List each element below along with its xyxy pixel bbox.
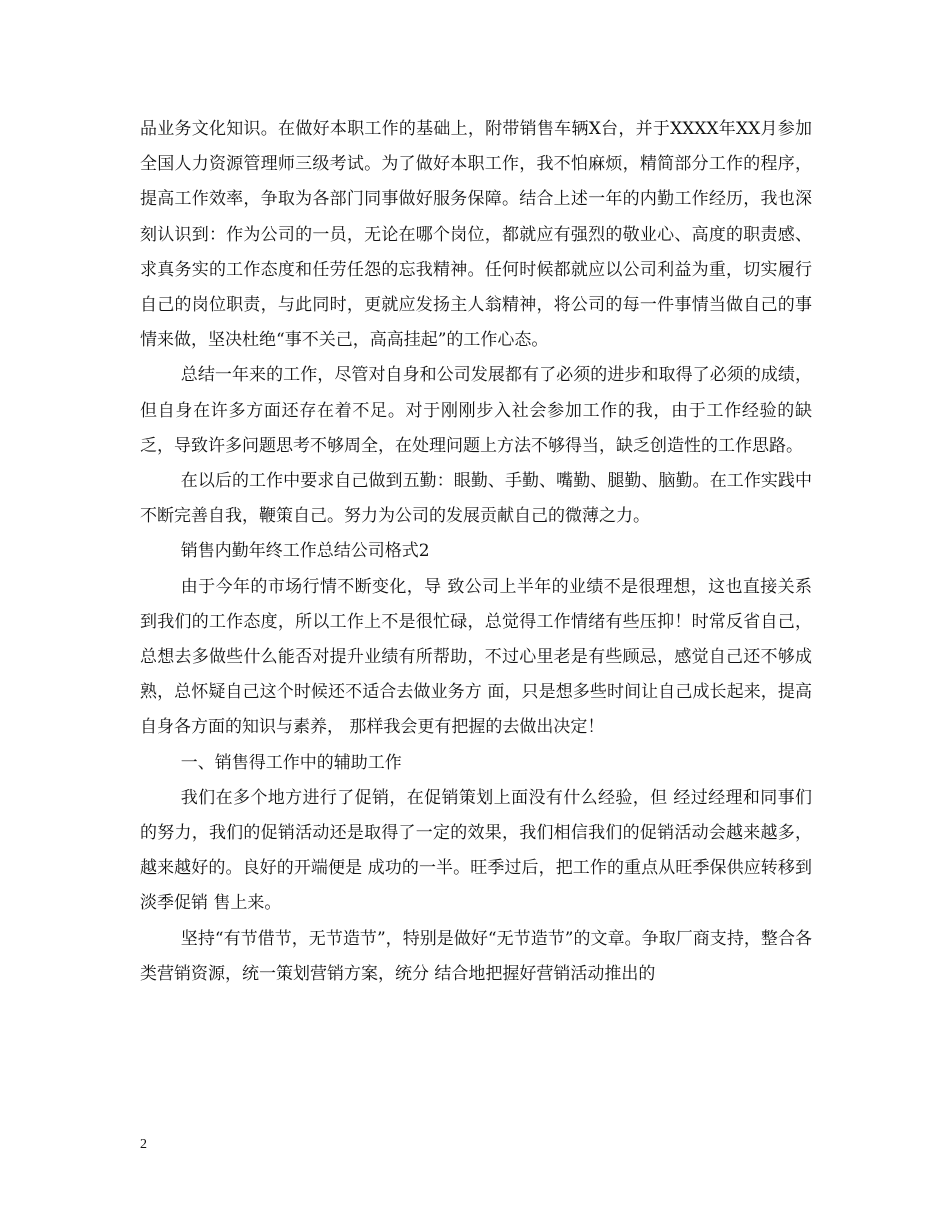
subheading: 一、销售得工作中的辅助工作	[180, 752, 402, 773]
document-body	[140, 112, 812, 992]
section-title: 销售内勤年终工作总结公司格式2	[180, 541, 430, 562]
paragraph-3: 在以后的工作中要求自己做到五勤：眼勤、手勤、嘴勤、腿勤、脑勤。在工作实践中不断完善自我，鞭策自己。努力为公司的发展贡献自己的微薄之力。	[140, 471, 812, 527]
page-number: 2	[140, 1137, 147, 1152]
paragraph-6: 坚持“有节借节，无节造节”，特别是做好“无节造节”的文章。争取厂商支持，整合各类营销资源，统一策划营销方案，统分 结合地把握好营销活动推出的	[140, 928, 812, 984]
paragraph-5: 我们在多个地方进行了促销，在促销策划上面没有什么经验，但 经过经理和同事们的努力，我们的促销活动还是取得了一定的效果，我们相信我们的促销活动会越来越多，越来越好的。良好的开端便是 成功的一半。旺季过后，把工作的重点从旺季保供应转移到淡季促销 售上来。	[140, 787, 812, 914]
paragraph-2: 总结一年来的工作，尽管对自身和公司发展都有了必须的进步和取得了必须的成绩，但自身在许多方面还存在着不足。对于刚刚步入社会参加工作的我，由于工作经验的缺乏，导致许多问题思考不够周全，在处理问题上方法不够得当，缺乏创造性的工作思路。	[140, 365, 812, 456]
paragraph-1: 品业务文化知识。在做好本职工作的基础上，附带销售车辆X台，并于XXXX年XX月参加全国人力资源管理师三级考试。为了做好本职工作，我不怕麻烦，精简部分工作的程序，提高工作效率，争取为各部门同事做好服务保障。结合上述一年的内勤工作经历，我也深刻认识到：作为公司的一员，无论在哪个岗位，都就应有强烈的敬业心、高度的职责感、求真务实的工作态度和任劳任怨的忘我精神。任何时候都就应以公司利益为重，切实履行自己的岗位职责，与此同时，更就应发扬主人翁精神，将公司的每一件事情当做自己的事情来做，坚决杜绝“事不关己，高高挂起”的工作心态。	[140, 119, 812, 351]
paragraph-4: 由于今年的市场行情不断变化，导 致公司上半年的业绩不是很理想，这也直接关系到我们的工作态度，所以工作上不是很忙碌，总觉得工作情绪有些压抑！时常反省自己， 总想去多做些什么能否对提升业绩有所帮助，不过心里老是有些顾忌，感觉自己还不够成熟，总怀疑自己这个时候还不适合去做业务方 面，只是想多些时间让自己成长起来，提高自身各方面的知识与素养， 那样我会更有把握的去做出决定！	[140, 576, 812, 738]
